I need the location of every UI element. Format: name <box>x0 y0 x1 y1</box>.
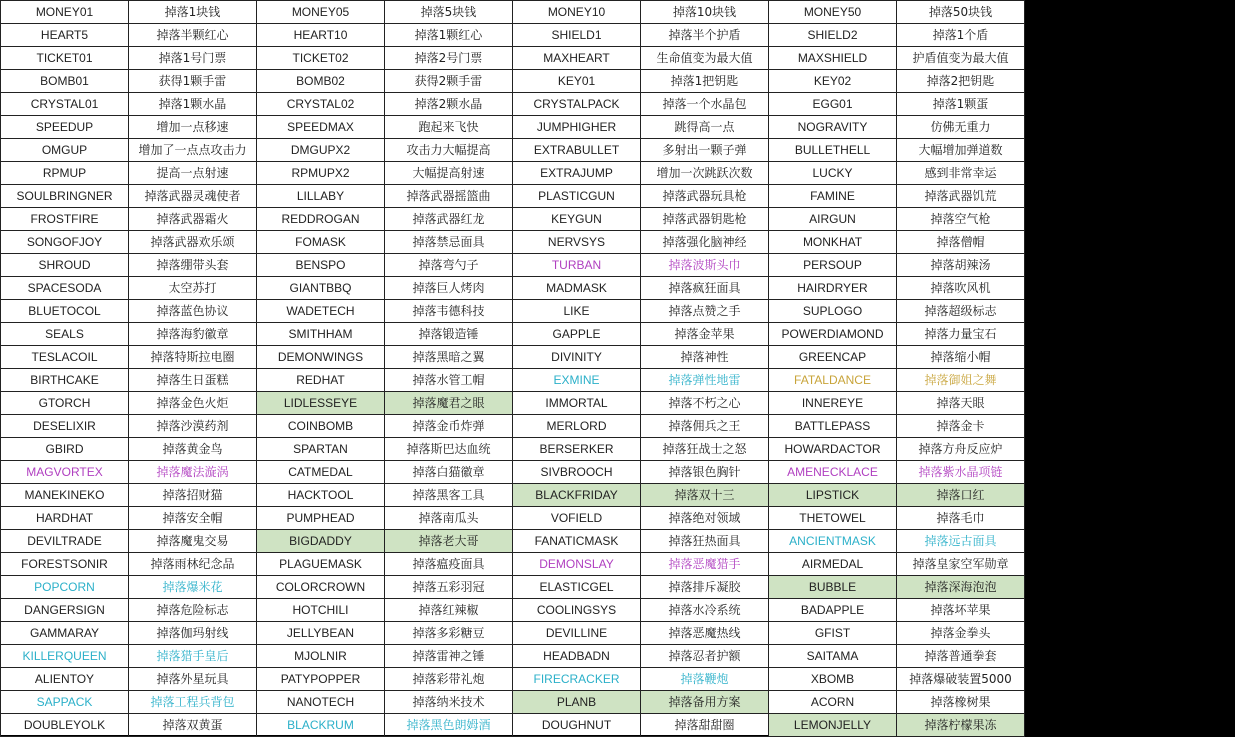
code-cell: DESELIXIR <box>1 415 129 438</box>
effect-cell: 掉落水冷系统 <box>641 599 769 622</box>
code-cell: LUCKY <box>769 162 897 185</box>
effect-cell: 获得1颗手雷 <box>129 70 257 93</box>
effect-cell: 掉落五彩羽冠 <box>385 576 513 599</box>
code-cell: DIVINITY <box>513 346 641 369</box>
code-cell: LIDLESSEYE <box>257 392 385 415</box>
code-cell: SHIELD1 <box>513 24 641 47</box>
table-row <box>1 369 1025 392</box>
effect-cell: 掉落狂战士之怒 <box>641 438 769 461</box>
table-row <box>1 24 1025 47</box>
effect-cell: 掉落瘟疫面具 <box>385 553 513 576</box>
table-row <box>1 70 1025 93</box>
effect-cell: 掉落御姐之舞 <box>897 369 1025 392</box>
effect-cell: 掉落排斥凝胶 <box>641 576 769 599</box>
effect-cell: 仿佛无重力 <box>897 116 1025 139</box>
code-cell: COOLINGSYS <box>513 599 641 622</box>
table-row <box>1 139 1025 162</box>
effect-cell: 掉落危险标志 <box>129 599 257 622</box>
code-cell: OMGUP <box>1 139 129 162</box>
effect-cell: 掉落禁忌面具 <box>385 231 513 254</box>
table-row <box>1 714 1025 737</box>
code-cell: SPACESODA <box>1 277 129 300</box>
code-cell: SPEEDMAX <box>257 116 385 139</box>
table-row <box>1 668 1025 691</box>
effect-cell: 掉落僧帽 <box>897 231 1025 254</box>
effect-cell: 掉落魔法漩涡 <box>129 461 257 484</box>
effect-cell: 掉落1个盾 <box>897 24 1025 47</box>
effect-cell: 掉落胡辣汤 <box>897 254 1025 277</box>
code-cell: MAGVORTEX <box>1 461 129 484</box>
effect-cell: 掉落彩带礼炮 <box>385 668 513 691</box>
code-cell: HOWARDACTOR <box>769 438 897 461</box>
effect-cell: 太空苏打 <box>129 277 257 300</box>
code-cell: SEALS <box>1 323 129 346</box>
code-cell: BULLETHELL <box>769 139 897 162</box>
code-cell: POPCORN <box>1 576 129 599</box>
table-row <box>1 415 1025 438</box>
effect-cell: 掉落雷神之锤 <box>385 645 513 668</box>
code-cell: PUMPHEAD <box>257 507 385 530</box>
code-cell: ACORN <box>769 691 897 714</box>
code-cell: HEADBADN <box>513 645 641 668</box>
table-row <box>1 1 1025 24</box>
table-row <box>1 323 1025 346</box>
effect-cell: 掉落金色火炬 <box>129 392 257 415</box>
effect-cell: 掉落外星玩具 <box>129 668 257 691</box>
effect-cell: 掉落武器霜火 <box>129 208 257 231</box>
table-row <box>1 254 1025 277</box>
code-cell: CRYSTAL01 <box>1 93 129 116</box>
code-cell: BLACKRUM <box>257 714 385 737</box>
effect-cell: 掉落武器灵魂使者 <box>129 185 257 208</box>
effect-cell: 多射出一颗子弹 <box>641 139 769 162</box>
effect-cell: 掉落绷带头套 <box>129 254 257 277</box>
code-cell: HOTCHILI <box>257 599 385 622</box>
code-cell: SAPPACK <box>1 691 129 714</box>
code-cell: EGG01 <box>769 93 897 116</box>
effect-cell: 掉落力量宝石 <box>897 323 1025 346</box>
code-cell: DEVILTRADE <box>1 530 129 553</box>
code-cell: MJOLNIR <box>257 645 385 668</box>
code-cell: DMGUPX2 <box>257 139 385 162</box>
effect-cell: 跑起来飞快 <box>385 116 513 139</box>
table-row <box>1 553 1025 576</box>
effect-cell: 掉落备用方案 <box>641 691 769 714</box>
code-cell: FAMINE <box>769 185 897 208</box>
table-row <box>1 93 1025 116</box>
code-cell: HARDHAT <box>1 507 129 530</box>
effect-cell: 掉落毛巾 <box>897 507 1025 530</box>
table-row <box>1 622 1025 645</box>
code-cell: SOULBRINGNER <box>1 185 129 208</box>
code-cell: SUPLOGO <box>769 300 897 323</box>
table-row <box>1 392 1025 415</box>
effect-cell: 掉落点赞之手 <box>641 300 769 323</box>
code-cell: XBOMB <box>769 668 897 691</box>
code-cell: WADETECH <box>257 300 385 323</box>
code-cell: POWERDIAMOND <box>769 323 897 346</box>
code-cell: GFIST <box>769 622 897 645</box>
effect-cell: 掉落武器红龙 <box>385 208 513 231</box>
code-cell: MANEKINEKO <box>1 484 129 507</box>
effect-cell: 大幅增加弹道数 <box>897 139 1025 162</box>
effect-cell: 掉落1颗蛋 <box>897 93 1025 116</box>
code-cell: CRYSTAL02 <box>257 93 385 116</box>
code-cell: FORESTSONIR <box>1 553 129 576</box>
code-cell: RPMUPX2 <box>257 162 385 185</box>
effect-cell: 掉落波斯头巾 <box>641 254 769 277</box>
effect-cell: 掉落锻造锤 <box>385 323 513 346</box>
effect-cell: 掉落纳米技术 <box>385 691 513 714</box>
code-cell: GAMMARAY <box>1 622 129 645</box>
code-cell: LEMONJELLY <box>769 714 897 737</box>
effect-cell: 掉落恶魔热线 <box>641 622 769 645</box>
code-cell: AIRMEDAL <box>769 553 897 576</box>
effect-cell: 掉落金币炸弹 <box>385 415 513 438</box>
code-cell: VOFIELD <box>513 507 641 530</box>
effect-cell: 增加一点移速 <box>129 116 257 139</box>
effect-cell: 掉落恶魔猎手 <box>641 553 769 576</box>
code-cell: HACKTOOL <box>257 484 385 507</box>
effect-cell: 掉落一个水晶包 <box>641 93 769 116</box>
code-cell: KILLERQUEEN <box>1 645 129 668</box>
code-cell: COINBOMB <box>257 415 385 438</box>
code-cell: DEMONSLAY <box>513 553 641 576</box>
code-cell: DOUGHNUT <box>513 714 641 737</box>
code-cell: FANATICMASK <box>513 530 641 553</box>
code-cell: MONEY01 <box>1 1 129 24</box>
code-cell: EXMINE <box>513 369 641 392</box>
code-cell: MAXHEART <box>513 47 641 70</box>
code-cell: RPMUP <box>1 162 129 185</box>
effect-cell: 掉落武器饥荒 <box>897 185 1025 208</box>
effect-cell: 掉落2把钥匙 <box>897 70 1025 93</box>
table-row <box>1 599 1025 622</box>
code-cell: IMMORTAL <box>513 392 641 415</box>
effect-cell: 掉落武器玩具枪 <box>641 185 769 208</box>
effect-cell: 掉落蓝色协议 <box>129 300 257 323</box>
effect-cell: 掉落天眼 <box>897 392 1025 415</box>
effect-cell: 掉落空气枪 <box>897 208 1025 231</box>
effect-cell: 掉落魔鬼交易 <box>129 530 257 553</box>
effect-cell: 掉落黑暗之翼 <box>385 346 513 369</box>
effect-cell: 掉落工程兵背包 <box>129 691 257 714</box>
code-cell: ANCIENTMASK <box>769 530 897 553</box>
code-cell: BIGDADDY <box>257 530 385 553</box>
effect-cell: 获得2颗手雷 <box>385 70 513 93</box>
effect-cell: 掉落疯狂面具 <box>641 277 769 300</box>
code-cell: NERVSYS <box>513 231 641 254</box>
code-cell: SIVBROOCH <box>513 461 641 484</box>
code-cell: SHROUD <box>1 254 129 277</box>
code-cell: BIRTHCAKE <box>1 369 129 392</box>
code-cell: SMITHHAM <box>257 323 385 346</box>
code-cell: AMENECKLACE <box>769 461 897 484</box>
code-cell: MERLORD <box>513 415 641 438</box>
effect-cell: 掉落甜甜圈 <box>641 714 769 737</box>
code-cell: BLACKFRIDAY <box>513 484 641 507</box>
effect-cell: 掉落缩小帽 <box>897 346 1025 369</box>
effect-cell: 掉落1块钱 <box>129 1 257 24</box>
effect-cell: 掉落皇家空军勋章 <box>897 553 1025 576</box>
effect-cell: 掉落白猫徽章 <box>385 461 513 484</box>
effect-cell: 掉落武器欢乐颂 <box>129 231 257 254</box>
code-cell: FROSTFIRE <box>1 208 129 231</box>
effect-cell: 跳得高一点 <box>641 116 769 139</box>
table-row <box>1 277 1025 300</box>
effect-cell: 掉落黑色朗姆酒 <box>385 714 513 737</box>
code-cell: REDDROGAN <box>257 208 385 231</box>
code-cell: ELASTICGEL <box>513 576 641 599</box>
table-row <box>1 530 1025 553</box>
code-cell: DEVILLINE <box>513 622 641 645</box>
table-row <box>1 576 1025 599</box>
effect-cell: 掉落橡树果 <box>897 691 1025 714</box>
code-cell: BOMB01 <box>1 70 129 93</box>
code-cell: KEY01 <box>513 70 641 93</box>
code-cell: MONEY50 <box>769 1 897 24</box>
table-row <box>1 691 1025 714</box>
effect-cell: 掉落半个护盾 <box>641 24 769 47</box>
code-cell: BLUETOCOL <box>1 300 129 323</box>
effect-cell: 掉落猎手皇后 <box>129 645 257 668</box>
table-row <box>1 116 1025 139</box>
effect-cell: 掉落1把钥匙 <box>641 70 769 93</box>
table-row <box>1 185 1025 208</box>
effect-cell: 提高一点射速 <box>129 162 257 185</box>
table-row <box>1 645 1025 668</box>
code-cell: PLAGUEMASK <box>257 553 385 576</box>
code-cell: HEART10 <box>257 24 385 47</box>
code-cell: MONEY10 <box>513 1 641 24</box>
effect-cell: 掉落口红 <box>897 484 1025 507</box>
table-row <box>1 346 1025 369</box>
code-cell: MONEY05 <box>257 1 385 24</box>
effect-cell: 掉落武器摇篮曲 <box>385 185 513 208</box>
effect-cell: 掉落水管工帽 <box>385 369 513 392</box>
effect-cell: 掉落神性 <box>641 346 769 369</box>
effect-cell: 掉落坏苹果 <box>897 599 1025 622</box>
code-cell: AIRGUN <box>769 208 897 231</box>
effect-cell: 掉落沙漠药剂 <box>129 415 257 438</box>
effect-cell: 掉落爆米花 <box>129 576 257 599</box>
effect-cell: 掉落鞭炮 <box>641 668 769 691</box>
effect-cell: 增加一次跳跃次数 <box>641 162 769 185</box>
effect-cell: 增加了一点点攻击力 <box>129 139 257 162</box>
code-cell: SPARTAN <box>257 438 385 461</box>
code-cell: BATTLEPASS <box>769 415 897 438</box>
code-cell: TICKET01 <box>1 47 129 70</box>
code-cell: FATALDANCE <box>769 369 897 392</box>
effect-cell: 掉落老大哥 <box>385 530 513 553</box>
code-cell: GIANTBBQ <box>257 277 385 300</box>
effect-cell: 掉落2号门票 <box>385 47 513 70</box>
code-cell: COLORCROWN <box>257 576 385 599</box>
code-cell: DOUBLEYOLK <box>1 714 129 737</box>
code-cell: TICKET02 <box>257 47 385 70</box>
effect-cell: 掉落多彩糖豆 <box>385 622 513 645</box>
code-cell: LILLABY <box>257 185 385 208</box>
effect-cell: 掉落双十三 <box>641 484 769 507</box>
code-cell: BENSPO <box>257 254 385 277</box>
code-cell: TURBAN <box>513 254 641 277</box>
effect-cell: 掉落特斯拉电圈 <box>129 346 257 369</box>
effect-cell: 掉落南瓜头 <box>385 507 513 530</box>
code-cell: MAXSHIELD <box>769 47 897 70</box>
effect-cell: 护盾值变为最大值 <box>897 47 1025 70</box>
code-cell: JELLYBEAN <box>257 622 385 645</box>
code-cell: EXTRABULLET <box>513 139 641 162</box>
code-cell: FOMASK <box>257 231 385 254</box>
effect-cell: 掉落金拳头 <box>897 622 1025 645</box>
table-row <box>1 507 1025 530</box>
effect-cell: 掉落忍者护额 <box>641 645 769 668</box>
code-cell: BUBBLE <box>769 576 897 599</box>
code-cell: REDHAT <box>257 369 385 392</box>
code-cell: PATYPOPPER <box>257 668 385 691</box>
effect-cell: 掉落弯勺子 <box>385 254 513 277</box>
effect-cell: 掉落1号门票 <box>129 47 257 70</box>
code-cell: TESLACOIL <box>1 346 129 369</box>
effect-cell: 掉落5块钱 <box>385 1 513 24</box>
code-cell: HEART5 <box>1 24 129 47</box>
code-cell: GBIRD <box>1 438 129 461</box>
code-cell: DANGERSIGN <box>1 599 129 622</box>
effect-cell: 掉落柠檬果冻 <box>897 714 1025 737</box>
effect-cell: 攻击力大幅提高 <box>385 139 513 162</box>
effect-cell: 掉落超级标志 <box>897 300 1025 323</box>
effect-cell: 掉落弹性地雷 <box>641 369 769 392</box>
code-cell: GAPPLE <box>513 323 641 346</box>
effect-cell: 掉落普通拳套 <box>897 645 1025 668</box>
table-body <box>1 1 1025 737</box>
table-row <box>1 438 1025 461</box>
effect-cell: 掉落方舟反应炉 <box>897 438 1025 461</box>
code-cell: FIRECRACKER <box>513 668 641 691</box>
code-cell: GREENCAP <box>769 346 897 369</box>
code-cell: PLASTICGUN <box>513 185 641 208</box>
effect-cell: 掉落爆破装置5000 <box>897 668 1025 691</box>
table-row <box>1 47 1025 70</box>
code-cell: PERSOUP <box>769 254 897 277</box>
code-cell: SAITAMA <box>769 645 897 668</box>
code-cell: JUMPHIGHER <box>513 116 641 139</box>
effect-cell: 掉落远古面具 <box>897 530 1025 553</box>
effect-cell: 生命值变为最大值 <box>641 47 769 70</box>
code-cell: HAIRDRYER <box>769 277 897 300</box>
effect-cell: 掉落海豹徽章 <box>129 323 257 346</box>
effect-cell: 掉落佣兵之王 <box>641 415 769 438</box>
effect-cell: 掉落1颗水晶 <box>129 93 257 116</box>
effect-cell: 掉落巨人烤肉 <box>385 277 513 300</box>
effect-cell: 掉落生日蛋糕 <box>129 369 257 392</box>
code-cell: SPEEDUP <box>1 116 129 139</box>
effect-cell: 掉落韦德科技 <box>385 300 513 323</box>
code-cell: MADMASK <box>513 277 641 300</box>
code-cell: NANOTECH <box>257 691 385 714</box>
effect-cell: 掉落不朽之心 <box>641 392 769 415</box>
effect-cell: 掉落安全帽 <box>129 507 257 530</box>
effect-cell: 掉落2颗水晶 <box>385 93 513 116</box>
effect-cell: 掉落强化脑神经 <box>641 231 769 254</box>
code-cell: BERSERKER <box>513 438 641 461</box>
code-cell: NOGRAVITY <box>769 116 897 139</box>
effect-cell: 大幅提高射速 <box>385 162 513 185</box>
code-cell: GTORCH <box>1 392 129 415</box>
code-cell: CRYSTALPACK <box>513 93 641 116</box>
effect-cell: 掉落红辣椒 <box>385 599 513 622</box>
code-cell: PLANB <box>513 691 641 714</box>
effect-cell: 掉落双黄蛋 <box>129 714 257 737</box>
code-cell: THETOWEL <box>769 507 897 530</box>
effect-cell: 掉落伽玛射线 <box>129 622 257 645</box>
table-row <box>1 300 1025 323</box>
code-cell: ALIENTOY <box>1 668 129 691</box>
table-row <box>1 162 1025 185</box>
effect-cell: 掉落黄金鸟 <box>129 438 257 461</box>
effect-cell: 掉落雨林纪念品 <box>129 553 257 576</box>
table-row <box>1 208 1025 231</box>
effect-cell: 掉落50块钱 <box>897 1 1025 24</box>
effect-cell: 掉落紫水晶项链 <box>897 461 1025 484</box>
effect-cell: 掉落吹风机 <box>897 277 1025 300</box>
effect-cell: 掉落黑客工具 <box>385 484 513 507</box>
effect-cell: 掉落10块钱 <box>641 1 769 24</box>
effect-cell: 掉落银色胸针 <box>641 461 769 484</box>
code-cell: LIKE <box>513 300 641 323</box>
code-cell: DEMONWINGS <box>257 346 385 369</box>
effect-cell: 掉落金苹果 <box>641 323 769 346</box>
code-cell: LIPSTICK <box>769 484 897 507</box>
code-cell: EXTRAJUMP <box>513 162 641 185</box>
code-cell: INNEREYE <box>769 392 897 415</box>
code-cell: KEY02 <box>769 70 897 93</box>
effect-cell: 掉落斯巴达血统 <box>385 438 513 461</box>
effect-cell: 掉落绝对领域 <box>641 507 769 530</box>
code-cell: SHIELD2 <box>769 24 897 47</box>
effect-cell: 掉落半颗红心 <box>129 24 257 47</box>
effect-cell: 感到非常幸运 <box>897 162 1025 185</box>
table-row <box>1 461 1025 484</box>
code-cell: KEYGUN <box>513 208 641 231</box>
code-cell: BOMB02 <box>257 70 385 93</box>
effect-cell: 掉落金卡 <box>897 415 1025 438</box>
effect-cell: 掉落1颗红心 <box>385 24 513 47</box>
code-cell: SONGOFJOY <box>1 231 129 254</box>
table-row <box>1 231 1025 254</box>
effect-cell: 掉落武器钥匙枪 <box>641 208 769 231</box>
effect-cell: 掉落招财猫 <box>129 484 257 507</box>
code-cell: BADAPPLE <box>769 599 897 622</box>
table-row <box>1 484 1025 507</box>
code-cell: CATMEDAL <box>257 461 385 484</box>
code-cell: MONKHAT <box>769 231 897 254</box>
effect-cell: 掉落深海泡泡 <box>897 576 1025 599</box>
effect-cell: 掉落狂热面具 <box>641 530 769 553</box>
effect-cell: 掉落魔君之眼 <box>385 392 513 415</box>
